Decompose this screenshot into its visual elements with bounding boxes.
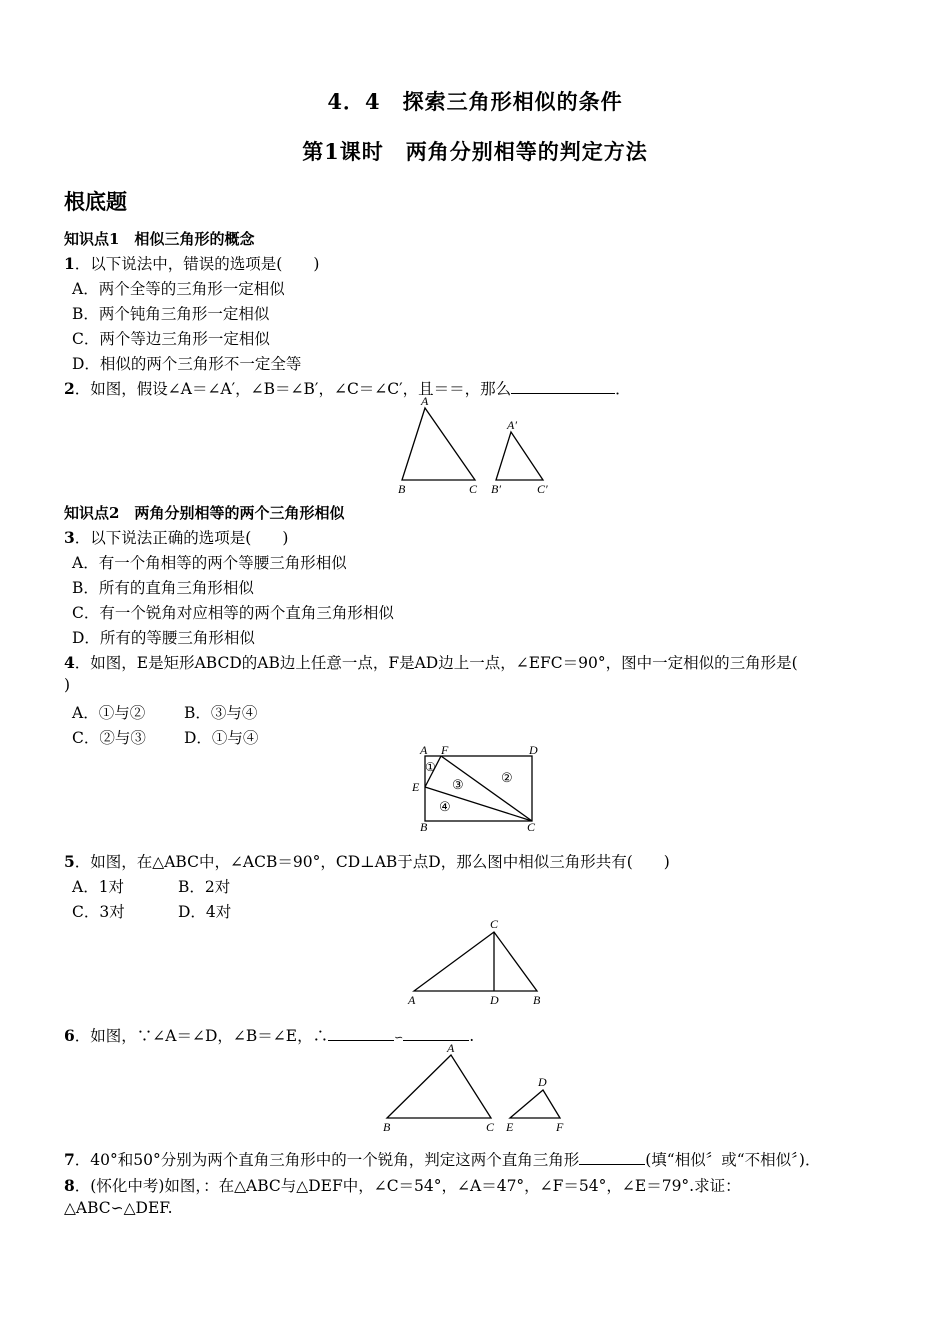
q3-option-d: D．所有的等腰三角形相似 xyxy=(72,629,255,647)
label-b-prime: B′ xyxy=(491,482,501,496)
question-number: 7 xyxy=(64,1150,75,1169)
question-tail: ． xyxy=(615,380,631,398)
label-c-prime: C′ xyxy=(537,482,548,496)
question-stem: ．如图，在△ABC中，∠ACB＝90°，CD⊥AB于点D，那么图中相似三角形共有( ) xyxy=(74,853,670,871)
q5-option-a: A．1对 xyxy=(72,878,125,896)
question-number: 2 xyxy=(64,379,75,398)
q3-option-b: B．所有的直角三角形相似 xyxy=(72,579,254,597)
page-title: 4．4 探索三角形相似的条件 xyxy=(327,89,623,114)
question-8 xyxy=(64,1174,741,1196)
label-a-prime: A′ xyxy=(507,418,517,432)
question-1 xyxy=(64,252,319,274)
question-stem: ．如图，假设∠A＝∠A′，∠B＝∠B′，∠C＝∠C′，且＝＝，那么 xyxy=(74,380,512,398)
label-e: E xyxy=(506,1120,514,1134)
q4-option-d: D．①与④ xyxy=(184,729,259,747)
label-e: E xyxy=(412,780,420,794)
label-c: C xyxy=(486,1120,495,1134)
label-a: A xyxy=(421,394,429,408)
question-stem: ．如图，∵∠A＝∠D，∠B＝∠E，∴ xyxy=(74,1027,329,1045)
label-a: A xyxy=(408,993,416,1006)
question-number: 4 xyxy=(64,653,75,672)
triangle-def xyxy=(510,1090,560,1118)
q1-option-b: B．两个钝角三角形一定相似 xyxy=(72,305,270,323)
question-4 xyxy=(64,651,798,673)
q4-option-a: A．①与② xyxy=(72,704,146,722)
q3-option-c: C．有一个锐角对应相等的两个直角三角形相似 xyxy=(72,604,394,622)
question-number: 1 xyxy=(64,254,75,273)
q1-option-d: D．相似的两个三角形不一定全等 xyxy=(72,355,302,373)
q5-option-d: D．4对 xyxy=(178,903,232,921)
label-b: B xyxy=(383,1120,391,1134)
question-stem: ．(怀化中考)如图，：在△ABC与△DEF中，∠C＝54°，∠A＝47°，∠F＝54°，∠E＝79°.求证： xyxy=(74,1177,741,1195)
figure-q4-rectangle xyxy=(405,742,550,834)
q1-option-c: C．两个等边三角形一定相似 xyxy=(72,330,270,348)
region-3-label: ③ xyxy=(452,777,464,792)
answer-blank-2[interactable] xyxy=(403,1026,469,1041)
label-f: F xyxy=(556,1120,564,1134)
question-stem: ．以下说法正确的选项是( ) xyxy=(74,529,289,547)
triangle-abc xyxy=(387,1055,491,1118)
label-c: C xyxy=(490,917,499,931)
label-d: D xyxy=(538,1075,547,1089)
triangle-abc xyxy=(402,408,475,480)
q3-option-a: A．有一个角相等的两个等腰三角形相似 xyxy=(72,554,347,572)
question-stem: ．以下说法中，错误的选项是( ) xyxy=(74,255,320,273)
question-stem: ．40°和50°分别为两个直角三角形中的一个锐角，判定这两个直角三角形 xyxy=(74,1151,580,1169)
figure-q2-triangles xyxy=(390,392,560,496)
label-b: B xyxy=(533,993,541,1006)
knowledge-point-2: 知识点2 两角分别相等的两个三角形相似 xyxy=(64,504,345,522)
q4-option-c: C．②与③ xyxy=(72,729,146,747)
figure-q5-right-triangle xyxy=(400,916,550,1006)
region-1-label: ① xyxy=(425,760,436,774)
region-4-label: ④ xyxy=(439,799,451,814)
triangle-abc xyxy=(414,932,537,991)
label-b: B xyxy=(398,482,406,496)
question-tail: . xyxy=(469,1027,475,1045)
label-c: C xyxy=(527,820,536,834)
region-2-label: ② xyxy=(501,770,513,785)
question-7 xyxy=(64,1148,820,1170)
question-3 xyxy=(64,526,288,548)
triangle-abc-prime xyxy=(496,432,543,480)
section-heading: 根底题 xyxy=(64,189,127,214)
answer-blank-1[interactable] xyxy=(328,1026,394,1041)
label-d: D xyxy=(529,743,538,757)
question-number: 6 xyxy=(64,1026,75,1045)
knowledge-point-1: 知识点1 相似三角形的概念 xyxy=(64,230,255,248)
page-subtitle: 第1课时 两角分别相等的判定方法 xyxy=(302,139,648,164)
question-number: 5 xyxy=(64,852,75,871)
q5-option-c: C．3对 xyxy=(72,903,125,921)
q4-option-b: B．③与④ xyxy=(184,704,258,722)
label-b: B xyxy=(420,820,428,834)
question-4-cont: ) xyxy=(64,676,71,694)
question-stem: ．如图，E是矩形ABCD的AB边上任意一点，F是AD边上一点，∠EFC＝90°，图中一定相似的三角形是( xyxy=(74,654,798,672)
question-tail: (填“相似〞或“不相似〞)． xyxy=(645,1151,821,1169)
q5-option-b: B．2对 xyxy=(178,878,231,896)
q1-option-a: A．两个全等的三角形一定相似 xyxy=(72,280,285,298)
label-f: F xyxy=(441,743,449,757)
label-a: A xyxy=(447,1041,455,1055)
similar-symbol: ∽ xyxy=(394,1031,404,1044)
question-number: 8 xyxy=(64,1176,75,1195)
label-a: A xyxy=(420,743,428,757)
question-8-cont: △ABC∽△DEF. xyxy=(64,1199,173,1217)
question-5 xyxy=(64,850,670,872)
label-c: C xyxy=(469,482,478,496)
label-d: D xyxy=(490,993,499,1006)
answer-blank[interactable] xyxy=(579,1150,645,1165)
figure-q6-triangles xyxy=(375,1040,575,1136)
question-number: 3 xyxy=(64,528,75,547)
